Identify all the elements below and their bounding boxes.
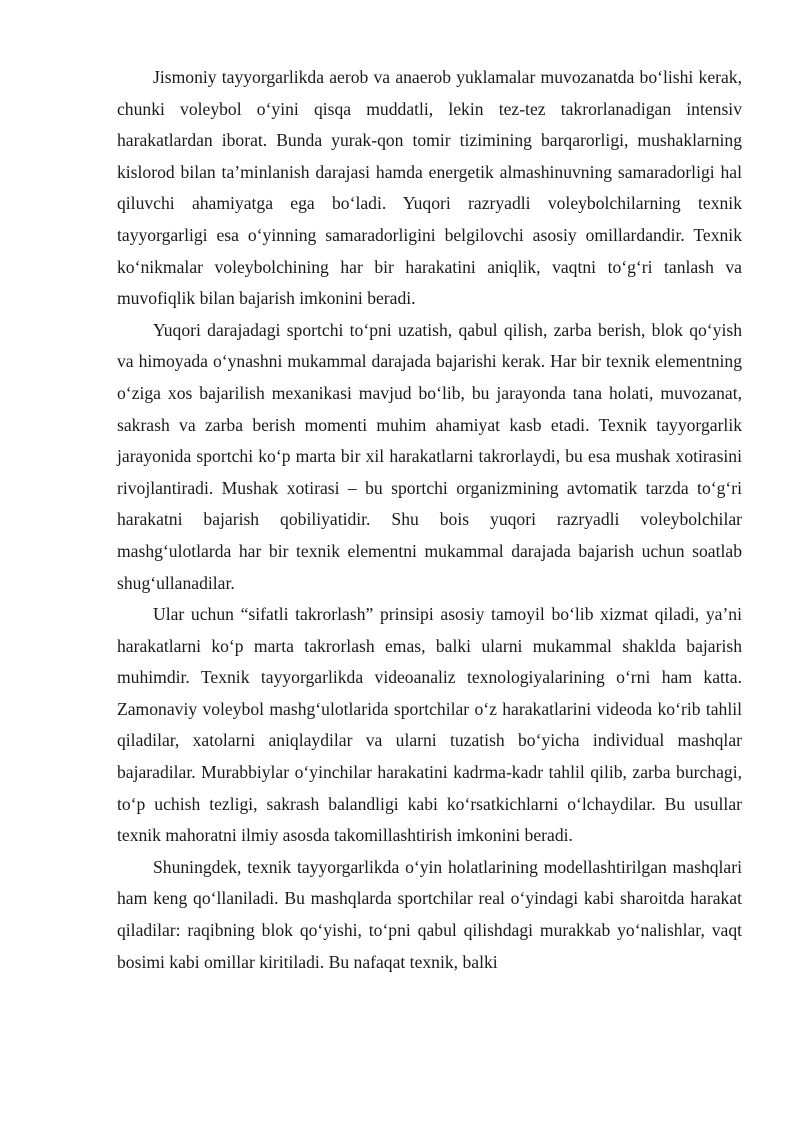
document-page	[117, 62, 742, 978]
paragraph-3: Ular uchun “sifatli takrorlash” prinsipi asosiy tamoyil bo‘lib xizmat qiladi, ya’ni harakatlarni ko‘p marta takrorlash emas, balki ularni mukammal shaklda bajarish muhimdir. Texnik tayyorgarlikda videoanaliz texnologiyalarining o‘rni ham katta. Zamonaviy voleybol mashg‘ulotlarida sportchilar o‘z harakatlarini videoda ko‘rib tahlil qiladilar, xatolarni aniqlaydilar va ularni tuzatish bo‘yicha individual mashqlar bajaradilar. Murabbiylar o‘yinchilar harakatini kadrma-kadr tahlil qilib, zarba burchagi, to‘p uchish tezligi, sakrash balandligi kabi ko‘rsatkichlarni o‘lchaydilar. Bu usullar texnik mahoratni ilmiy asosda takomillashtirish imkonini beradi.	[117, 604, 742, 846]
paragraph-4: Shuningdek, texnik tayyorgarlikda o‘yin holatlarining modellashtirilgan mashqlari ham keng qo‘llaniladi. Bu mashqlarda sportchilar real o‘yindagi kabi sharoitda harakat qiladilar: raqibning blok qo‘yishi, to‘pni qabul qilishdagi murakkab yo‘nalishlar, vaqt bosimi kabi omillar kiritiladi. Bu nafaqat texnik, balki	[117, 856, 742, 972]
paragraph-2: Yuqori darajadagi sportchi to‘pni uzatish, qabul qilish, zarba berish, blok qo‘yish va himoyada o‘ynashni mukammal darajada bajarishi kerak. Har bir texnik elementning o‘ziga xos bajarilish mexanikasi mavjud bo‘lib, bu jarayonda tana holati, muvozanat, sakrash va zarba berish momenti muhim ahamiyat kasb etadi. Texnik tayyorgarlik jarayonida sportchi ko‘p marta bir xil harakatlarni takrorlaydi, bu esa mushak xotirasini rivojlantiradi. Mushak xotirasi – bu sportchi organizmining avtomatik tarzda to‘g‘ri harakatni bajarish qobiliyatidir. Shu bois yuqori razryadli voleybolchilar mashg‘ulotlarda har bir texnik elementni mukammal darajada bajarish uchun soatlab shug‘ullanadilar.	[117, 319, 742, 593]
paragraph-1: Jismoniy tayyorgarlikda aerob va anaerob yuklamalar muvozanatda bo‘lishi kerak, chunki voleybol o‘yini qisqa muddatli, lekin tez-tez takrorlanadigan intensiv harakatlardan iborat. Bunda yurak-qon tomir tizimining barqarorligi, mushaklarning kislorod bilan ta’minlanish darajasi hamda energetik almashinuvning samaradorligi hal qiluvchi ahamiyatga ega bo‘ladi. Yuqori razryadli voleybolchilarning texnik tayyorgarligi esa o‘yinning samaradorligini belgilovchi asosiy omillardandir. Texnik ko‘nikmalar voleybolchining har bir harakatini aniqlik, vaqtni to‘g‘ri tanlash va muvofiqlik bilan bajarish imkonini beradi.	[117, 67, 742, 309]
